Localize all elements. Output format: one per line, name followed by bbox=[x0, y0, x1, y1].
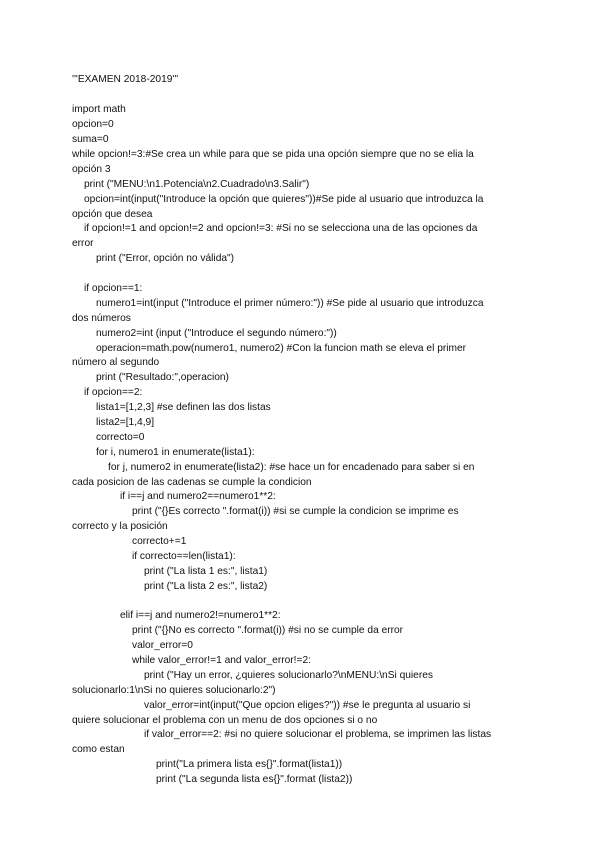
code-line: numero2=int (input ("Introduce el segundo número:")) bbox=[96, 328, 337, 339]
code-line: numero1=int(input ("Introduce el primer número:")) #Se pide al usuario que introduzca bbox=[96, 298, 484, 309]
code-line: print ("La segunda lista es{}".format (lista2)) bbox=[156, 774, 353, 785]
code-line: suma=0 bbox=[72, 134, 109, 145]
code-line: for j, numero2 in enumerate(lista2): #se hace un for encadenado para saber si en bbox=[108, 462, 475, 473]
code-line: correcto+=1 bbox=[132, 536, 187, 547]
code-line: correcto=0 bbox=[96, 432, 145, 443]
code-line: número al segundo bbox=[72, 357, 160, 368]
code-line: print("La primera lista es{}".format(lista1)) bbox=[156, 759, 343, 770]
code-line: if opcion!=1 and opcion!=2 and opcion!=3: #Si no se selecciona una de las opciones da bbox=[84, 223, 478, 234]
code-line: opción que desea bbox=[72, 209, 153, 220]
code-line: solucionarlo:1\nSi no quieres solucionarlo:2") bbox=[72, 685, 276, 696]
code-line: opción 3 bbox=[72, 164, 111, 175]
title-line: '''EXAMEN 2018-2019''' bbox=[72, 74, 179, 85]
code-line: operacion=math.pow(numero1, numero2) #Con la funcion math se eleva el primer bbox=[96, 343, 467, 354]
code-line: print ("Hay un error, ¿quieres solucionarlo?\nMENU:\nSi quieres bbox=[144, 670, 433, 681]
code-line: import math bbox=[72, 104, 126, 115]
code-line: if correcto==len(lista1): bbox=[132, 551, 236, 562]
code-line: print ("Error, opción no válida") bbox=[96, 253, 235, 264]
code-line: print ("MENU:\n1.Potencia\n2.Cuadrado\n3.Salir") bbox=[84, 179, 310, 190]
code-line: while opcion!=3:#Se crea un while para que se pida una opción siempre que no se elia la bbox=[72, 149, 474, 160]
code-line: lista2=[1,4,9] bbox=[96, 417, 155, 428]
code-line: valor_error=int(input("Que opcion eliges?")) #se le pregunta al usuario si bbox=[144, 700, 471, 711]
code-line: if i==j and numero2==numero1**2: bbox=[120, 491, 276, 502]
code-line: print ("{}No es correcto ".format(i)) #si no se cumple da error bbox=[132, 625, 404, 636]
code-line: opcion=int(input("Introduce la opción que quieres"))#Se pide al usuario que introduzca la bbox=[84, 194, 484, 205]
code-line: error bbox=[72, 238, 94, 249]
code-line: print ("Resultado:",operacion) bbox=[96, 372, 229, 383]
code-line: for i, numero1 in enumerate(lista1): bbox=[96, 447, 255, 458]
code-line: print ("La lista 1 es:", lista1) bbox=[144, 566, 268, 577]
code-line: print ("{}Es correcto ".format(i)) #si se cumple la condicion se imprime es bbox=[132, 506, 459, 517]
code-line: dos números bbox=[72, 313, 131, 324]
code-line: print ("La lista 2 es:", lista2) bbox=[144, 581, 268, 592]
code-line: valor_error=0 bbox=[132, 640, 193, 651]
code-line: lista1=[1,2,3] #se definen las dos listas bbox=[96, 402, 271, 413]
code-line: if valor_error==2: #si no quiere solucionar el problema, se imprimen las listas bbox=[144, 729, 492, 740]
code-line: como estan bbox=[72, 744, 125, 755]
code-line: if opcion==1: bbox=[84, 283, 143, 294]
code-line: opcion=0 bbox=[72, 119, 114, 130]
code-line: while valor_error!=1 and valor_error!=2: bbox=[132, 655, 311, 666]
code-line: correcto y la posición bbox=[72, 521, 168, 532]
code-line: if opcion==2: bbox=[84, 387, 143, 398]
code-line: elif i==j and numero2!=numero1**2: bbox=[120, 610, 281, 621]
code-line: cada posicion de las cadenas se cumple la condicion bbox=[72, 477, 312, 488]
code-line: quiere solucionar el problema con un menu de dos opciones si o no bbox=[72, 715, 378, 726]
